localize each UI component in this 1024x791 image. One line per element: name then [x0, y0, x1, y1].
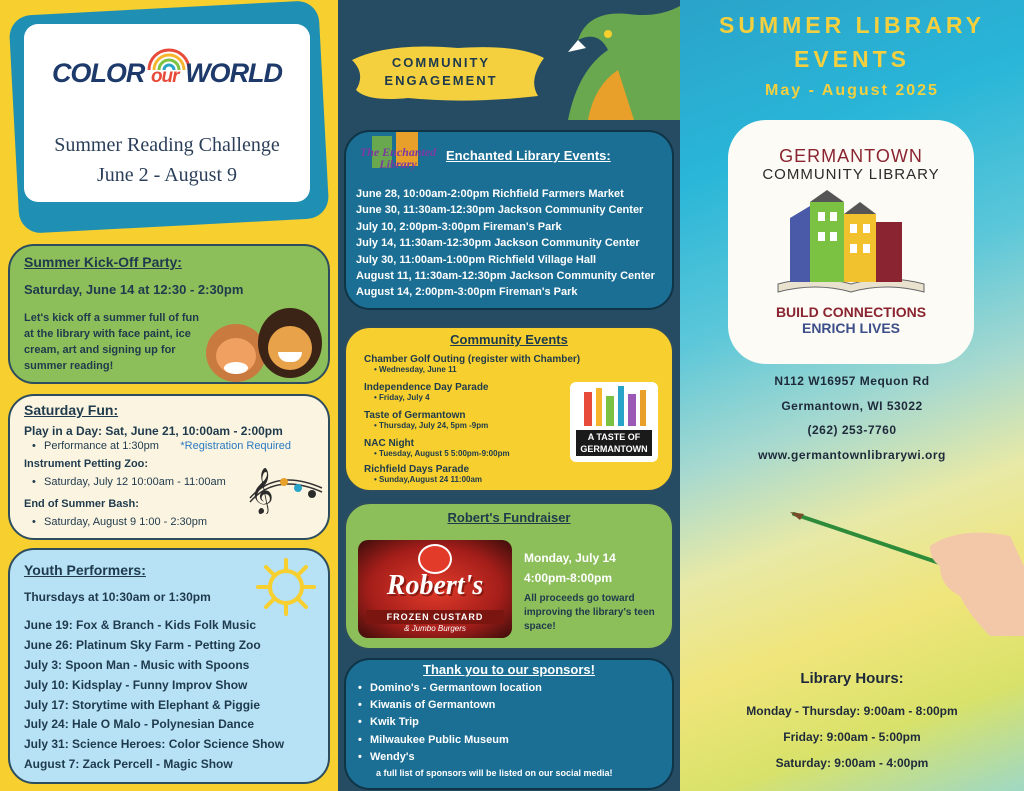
kickoff-card	[8, 244, 330, 384]
event-item: NAC Night • Tuesday, August 5 5:00pm-9:00pm	[364, 438, 510, 458]
roberts-logo: Robert's FROZEN CUSTARD & Jumbo Burgers	[358, 540, 512, 638]
kickoff-datetime: Saturday, June 14 at 12:30 - 2:30pm	[24, 282, 244, 297]
library-name-line1: GERMANTOWN	[779, 146, 923, 166]
hours-heading: Library Hours:	[800, 670, 904, 687]
list-item: August 7: Zack Percell - Magic Show	[24, 757, 233, 772]
event-item: Richfield Days Parade • Sunday,August 24 11:00am	[364, 464, 483, 484]
kickoff-heading: Summer Kick-Off Party:	[24, 254, 182, 270]
list-item: June 28, 10:00am-2:00pm Richfield Farmers Market	[356, 188, 624, 200]
contact-info	[680, 374, 1024, 472]
list-item: July 31: Science Heroes: Color Science Show	[24, 737, 285, 752]
enchanted-library-card	[344, 130, 674, 310]
registration-note: *Registration Required	[180, 440, 292, 452]
list-item: June 30, 11:30am-12:30pm Jackson Community Center	[356, 204, 644, 217]
challenge-dates: June 2 - August 9	[97, 164, 237, 186]
end-bash-list	[30, 516, 207, 528]
address: N112 W16957 Mequon Rd	[774, 374, 930, 388]
taste-of-germantown-logo	[570, 382, 658, 462]
list-item: • Wendy's	[356, 751, 542, 768]
library-tagline1: BUILD CONNECTIONS	[775, 304, 927, 320]
hours-row: Saturday: 9:00am - 4:00pm	[775, 756, 929, 770]
kickoff-description: Let's kick off a summer full of fun at the library with face paint, ice cream, art and signing up for summer reading!	[24, 312, 199, 372]
youth-heading: Youth Performers:	[24, 562, 146, 578]
list-item: • Performance at 1:30pm *Registration Required	[30, 440, 330, 452]
petting-zoo-list	[30, 476, 226, 488]
sponsors-note: a full list of sponsors will be listed on our social media!	[376, 768, 613, 778]
list-item: July 30, 11:00am-1:00pm Richfield Village Hall	[356, 253, 597, 266]
list-item: August 11, 11:30am-12:30pm Jackson Community Center	[356, 269, 655, 282]
end-bash-label: End of Summer Bash:	[24, 498, 139, 510]
performance-list	[30, 440, 330, 452]
enchanted-list	[356, 188, 655, 303]
sponsors-heading: Thank you to our sponsors!	[423, 662, 595, 677]
music-notes-icon	[246, 458, 326, 514]
list-item: June 26: Platinum Sky Farm - Petting Zoo	[24, 637, 261, 652]
event-item: Chamber Golf Outing (register with Chamber) • Wednesday, June 11	[364, 354, 581, 374]
hours-row: Monday - Thursday: 9:00am - 8:00pm	[746, 704, 958, 718]
library-buildings-icon	[776, 188, 926, 296]
phone: (262) 253-7760	[807, 423, 897, 437]
brand-text: COLOR our WORLD	[51, 58, 283, 88]
sponsors-list	[356, 682, 542, 768]
library-name-line2: COMMUNITY LIBRARY	[762, 166, 940, 183]
hours-row: Friday: 9:00am - 5:00pm	[783, 730, 921, 744]
dragon-icon	[538, 0, 680, 120]
list-item: • Milwaukee Public Museum	[356, 734, 542, 751]
food-utensils-icon	[570, 382, 658, 430]
list-item: July 10, 2:00pm-3:00pm Fireman's Park	[356, 220, 562, 233]
list-item: July 24: Hale O Malo - Polynesian Dance	[24, 717, 255, 732]
enchanted-heading: Enchanted Library Events:	[446, 148, 611, 163]
list-item: July 14, 11:30am-12:30pm Jackson Community Center	[356, 237, 640, 250]
city: Germantown, WI 53022	[781, 398, 923, 413]
list-item: July 3: Spoon Man - Music with Spoons	[24, 657, 250, 672]
website-link[interactable]: www.germantownlibrarywi.org	[758, 447, 946, 462]
events-dates: May - August 2025	[765, 82, 939, 99]
list-item: • Saturday, August 9 1:00 - 2:30pm	[30, 516, 207, 528]
petting-zoo-label: Instrument Petting Zoo:	[24, 458, 149, 470]
list-item: July 17: Storytime with Elephant & Piggie	[24, 697, 261, 712]
left-panel	[0, 0, 338, 791]
saturday-fun-heading: Saturday Fun:	[24, 402, 119, 418]
library-tagline2: ENRICH LIVES	[801, 320, 900, 336]
fundraiser-heading: Robert's Fundraiser	[447, 510, 571, 525]
list-item: August 14, 2:00pm-3:00pm Fireman's Park	[356, 286, 578, 299]
event-item: Taste of Germantown • Thursday, July 24, 5pm -9pm	[364, 410, 489, 430]
list-item: • Kiwanis of Germantown	[356, 699, 542, 716]
hand-with-paintbrush-icon	[790, 506, 1024, 636]
svg-text:𝄞: 𝄞	[250, 468, 274, 514]
sponsors-card	[344, 658, 674, 790]
library-logo-card	[728, 120, 974, 364]
face-paint-kid-icon	[206, 324, 266, 382]
youth-performers-card	[8, 548, 330, 784]
challenge-title: Summer Reading Challenge	[54, 134, 280, 156]
enchanted-library-logo: The Enchanted Library	[356, 132, 438, 182]
leopard-face-kid-icon	[258, 308, 322, 378]
community-events-card	[344, 326, 674, 492]
color-our-world-logo	[24, 24, 310, 202]
community-engagement-banner	[348, 40, 548, 104]
events-title-line1: SUMMER LIBRARY	[719, 12, 985, 38]
youth-schedule: Thursdays at 10:30am or 1:30pm	[24, 590, 211, 604]
list-item: July 10: Kidsplay - Funny Improv Show	[24, 677, 248, 692]
library-hours	[680, 670, 1024, 782]
event-item: Independence Day Parade • Friday, July 4	[364, 382, 489, 402]
community-events-heading: Community Events	[450, 332, 568, 347]
list-item: June 19: Fox & Branch - Kids Folk Music	[24, 618, 257, 632]
sun-icon	[248, 554, 324, 620]
community-engagement-title: COMMUNITY ENGAGEMENT	[384, 55, 498, 88]
play-in-a-day: Play in a Day: Sat, June 21, 10:00am - 2:00pm	[24, 424, 283, 438]
list-item: • Domino's - Germantown location	[356, 682, 542, 699]
saturday-fun-card	[8, 394, 330, 540]
taste-logo-text: A TASTE OF GERMANTOWN	[576, 430, 652, 456]
middle-panel	[338, 0, 680, 791]
fundraiser-description: All proceeds go toward improving the library's teen space!	[524, 593, 655, 632]
fundraiser-when: Monday, July 14 4:00pm-8:00pm	[524, 551, 616, 585]
youth-list	[24, 618, 284, 777]
events-title-line2: EVENTS	[793, 46, 911, 72]
list-item: • Saturday, July 12 10:00am - 11:00am	[30, 476, 226, 488]
list-item: • Kwik Trip	[356, 716, 542, 733]
roberts-fundraiser-card	[344, 502, 674, 650]
right-panel	[680, 0, 1024, 791]
